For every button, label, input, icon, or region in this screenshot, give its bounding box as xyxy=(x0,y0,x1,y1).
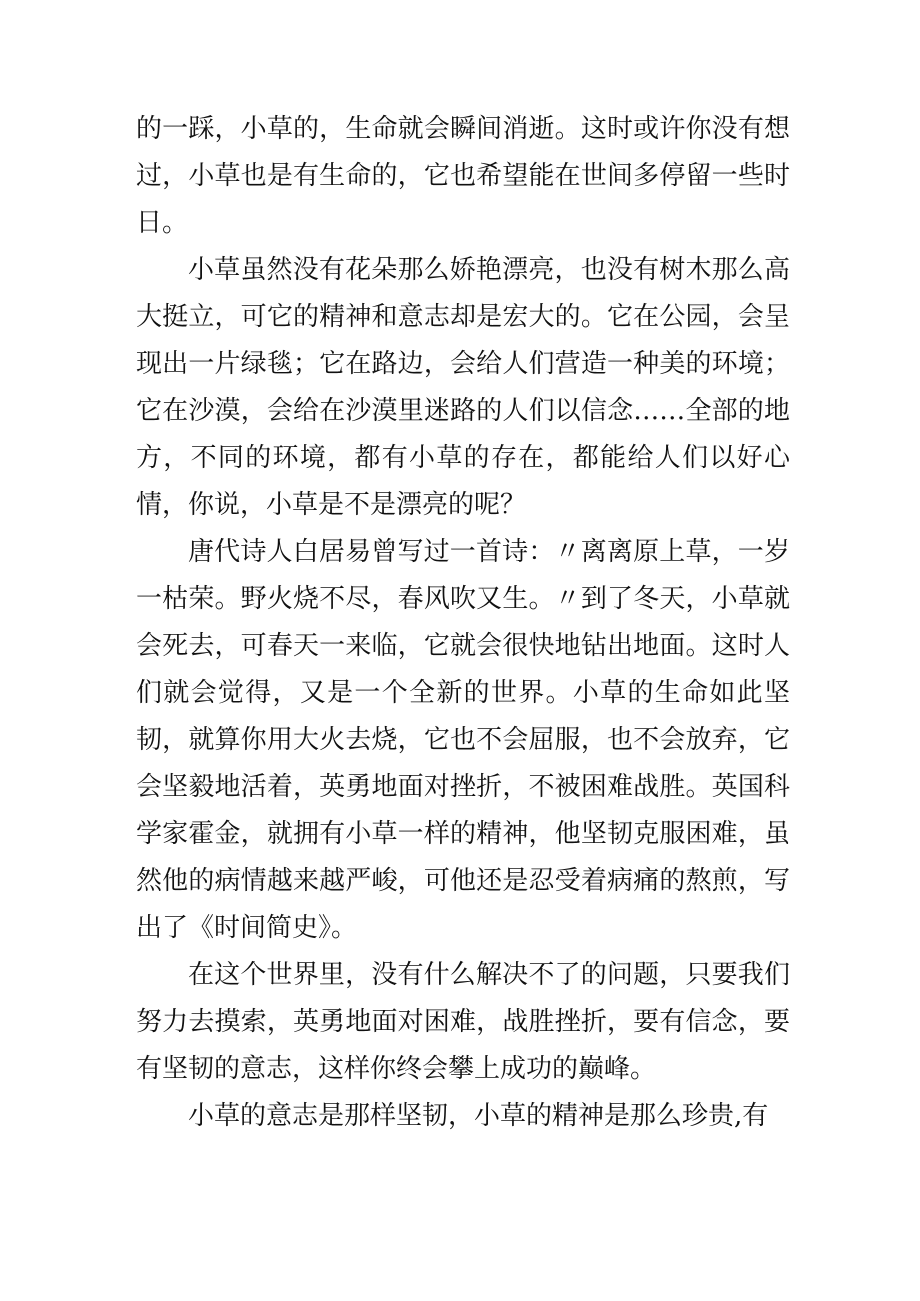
document-body xyxy=(136,106,790,1140)
paragraph-continuation: 的一踩，小草的，生命就会瞬间消逝。这时或许你没有想过，小草也是有生命的，它也希望能在世间多停留一些时日。 xyxy=(136,114,790,238)
paragraph-grass-spirit: 小草虽然没有花朵那么娇艳漂亮，也没有树木那么高大挺立，可它的精神和意志却是宏大的。它在公园，会呈现出一片绿毯；它在路边，会给人们营造一种美的环境；它在沙漠，会给在沙漠里迷路的人们以信念……全部的地方，不同的环境，都有小草的存在，都能给人们以好心情，你说，小草是不是漂亮的呢？ xyxy=(136,255,790,520)
paragraph-conclusion: 小草的意志是那样坚韧，小草的精神是那么珍贵,有 xyxy=(188,1101,769,1131)
paragraph-bai-juyi-poem: 唐代诗人白居易曾写过一首诗：〃离离原上草，一岁一枯荣。野火烧不尽，春风吹又生。〃到了冬天，小草就会死去，可春天一来临，它就会很快地钻出地面。这时人们就会觉得，又是一个全新的世界。小草的生命如此坚韧，就算你用大火去烧，它也不会屈服，也不会放弃，它会坚毅地活着，英勇地面对挫折，不被困难战胜。英国科学家霍金，就拥有小草一样的精神，他坚韧克服困难，虽然他的病情越来越严峻，可他还是忍受着病痛的熬煎，写出了《时间简史》。 xyxy=(136,537,790,943)
paragraph-perseverance: 在这个世界里，没有什么解决不了的问题，只要我们努力去摸索，英勇地面对困难，战胜挫折，要有信念，要有坚韧的意志，这样你终会攀上成功的巅峰。 xyxy=(136,960,790,1084)
